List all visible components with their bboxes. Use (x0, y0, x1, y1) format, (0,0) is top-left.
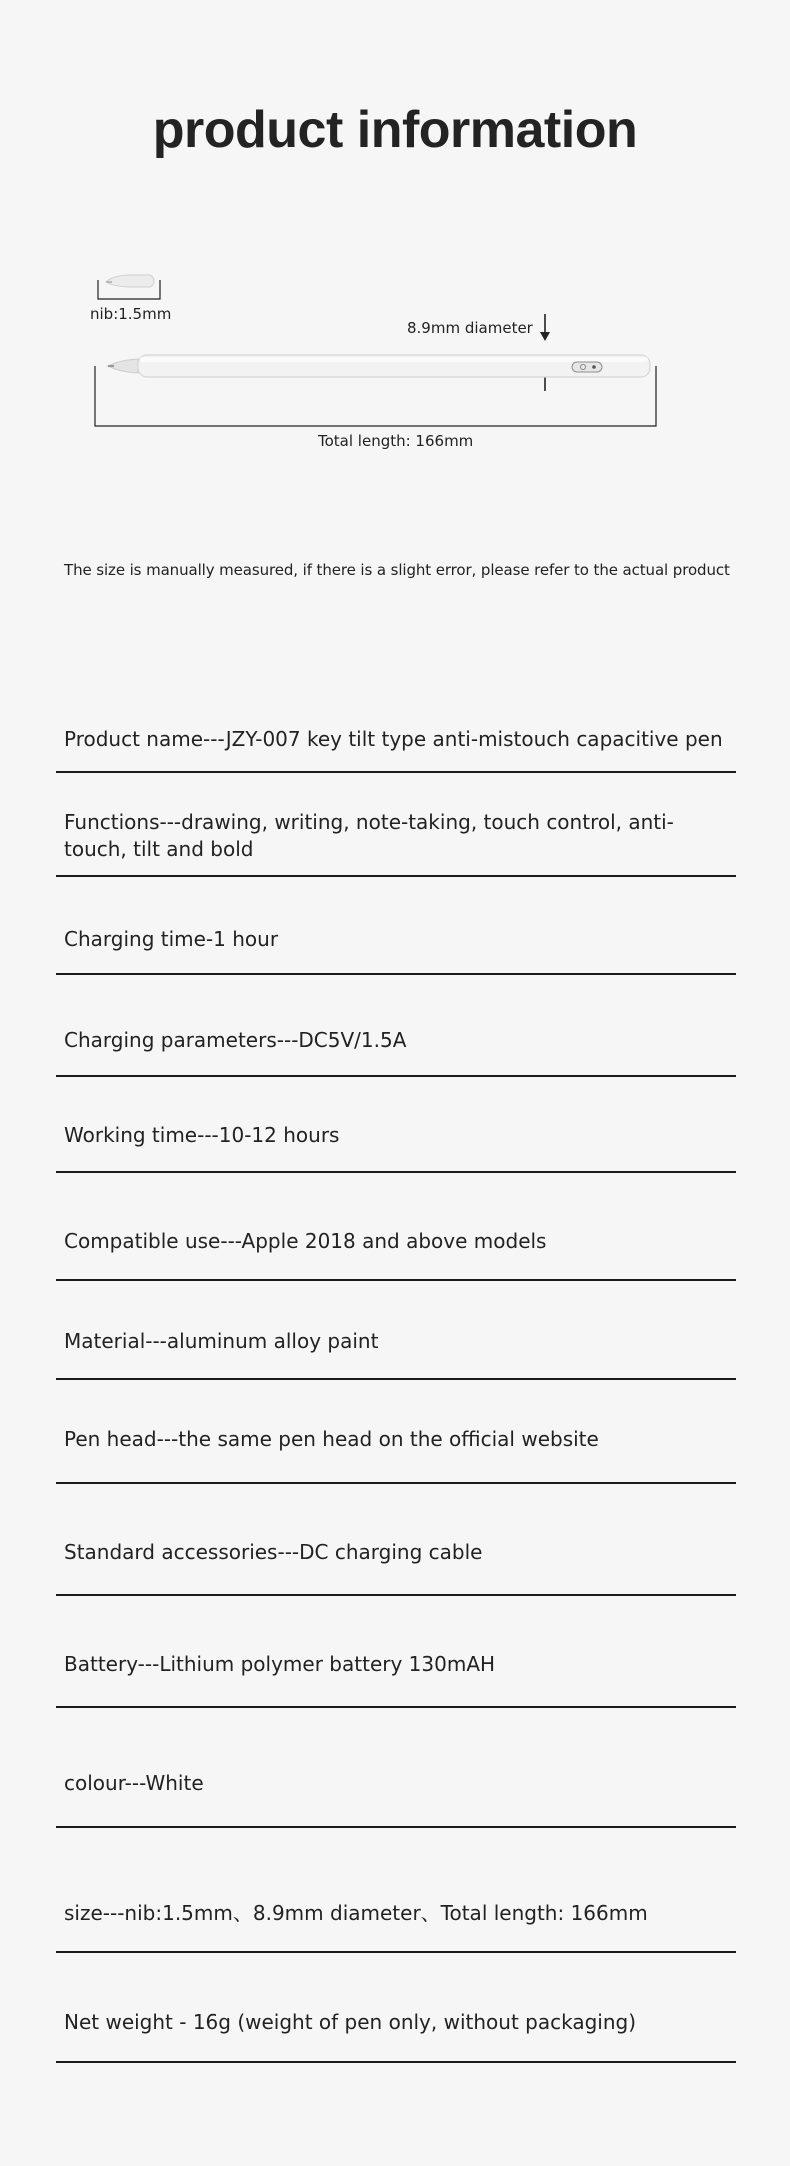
stylus-pen-icon (108, 355, 650, 377)
spec-row (56, 1595, 736, 1708)
page-title: product information (152, 101, 638, 159)
spec-row (56, 876, 736, 975)
length-label: Total length: 166mm (318, 432, 474, 450)
spec-row (56, 1827, 736, 1953)
spec-text: Compatible use---Apple 2018 and above models (64, 1229, 547, 1253)
spec-text: Battery---Lithium polymer battery 130mAH (64, 1652, 496, 1676)
spec-row (56, 974, 736, 1077)
spec-text: Pen head---the same pen head on the official website (64, 1427, 599, 1451)
spec-row (56, 772, 736, 877)
diameter-label: 8.9mm diameter (407, 319, 533, 337)
spec-text: Standard accessories---DC charging cable (64, 1540, 483, 1564)
spec-row (56, 1483, 736, 1596)
spec-row (56, 1707, 736, 1828)
spec-row (56, 1280, 736, 1380)
spec-text: Charging parameters---DC5V/1.5A (64, 1028, 407, 1052)
spec-row (56, 1172, 736, 1281)
spec-text: Working time---10-12 hours (64, 1123, 340, 1147)
spec-row (56, 700, 736, 773)
spec-text: Charging time-1 hour (64, 927, 279, 951)
spec-row (56, 1076, 736, 1173)
spec-text: Material---aluminum alloy paint (64, 1329, 379, 1353)
nib-size-label: nib:1.5mm (90, 305, 172, 323)
spec-text: colour---White (64, 1771, 204, 1795)
spec-text: Functions---drawing, writing, note-taking, touch control, anti-touch, tilt and bold (64, 810, 674, 861)
spec-text: Product name---JZY-007 key tilt type anti-mistouch capacitive pen (64, 727, 723, 751)
spec-row (56, 1379, 736, 1484)
measurement-note: The size is manually measured, if there is a slight error, please refer to the actual product (64, 561, 730, 579)
spare-nib-icon (106, 275, 154, 287)
spec-text: size---nib:1.5mm、8.9mm diameter、Total length: 166mm (64, 1901, 648, 1925)
pen-dimension-diagram (0, 260, 790, 470)
spec-row (56, 1952, 736, 2063)
spec-text: Net weight - 16g (weight of pen only, without packaging) (64, 2010, 637, 2034)
